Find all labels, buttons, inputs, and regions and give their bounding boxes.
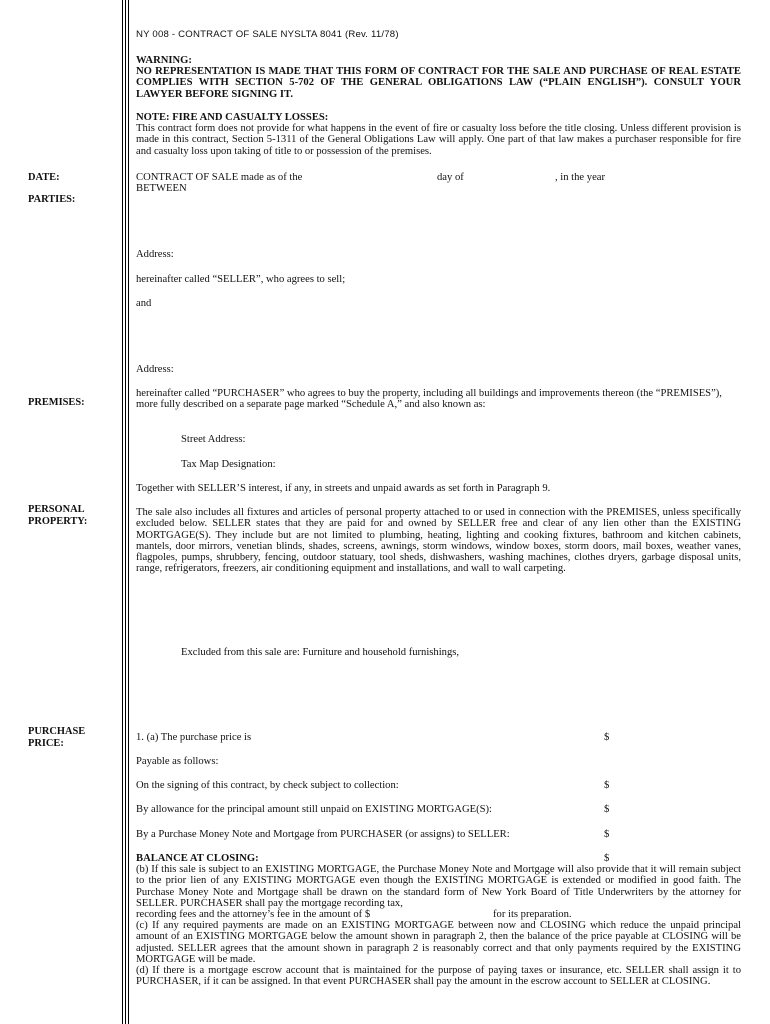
allowance-dollar: $: [604, 804, 610, 815]
warning-text: NO REPRESENTATION IS MADE THAT THIS FORM OF CONTRACT FOR THE SALE AND PURCHASE OF REAL ESTATE COMPLIES WITH SECTION 5-702 OF THE GENERAL OBLIGATIONS LAW (“PLAIN ENGLISH”). CONSULT YOUR LAWYER BEFORE SIGNING IT.: [136, 66, 741, 100]
paragraph-b-fee: recording fees and the attorney’s fee in the amount of $: [136, 909, 371, 920]
date-in-the-year: , in the year: [555, 172, 606, 183]
warning-title: WARNING:: [136, 55, 192, 66]
paragraph-c: (c) If any required payments are made on an EXISTING MORTGAGE between now and CLOSING which reduce the unpaid principal amount of an EXISTING MORTGAGE below the amount shown in paragraph 2, then the balance of the price payable at CLOSING will be adjusted. SELLER agrees that the amount shown in paragraph 2 is reasonably correct and that only payments required by the EXISTING MORTGAGE will be made.: [136, 920, 741, 965]
left-margin-rule-2: [125, 0, 126, 1024]
payable-label: Payable as follows:: [136, 756, 219, 767]
label-premises: PREMISES:: [28, 397, 85, 408]
label-parties: PARTIES:: [28, 194, 76, 205]
excluded-text: Excluded from this sale are: Furniture and household furnishings,: [181, 647, 460, 658]
pm-note-dollar: $: [604, 829, 610, 840]
note-title: NOTE: FIRE AND CASUALTY LOSSES:: [136, 112, 329, 123]
and-text: and: [136, 298, 152, 309]
seller-text: hereinafter called “SELLER”, who agrees to sell;: [136, 274, 346, 285]
seller-address-label: Address:: [136, 249, 174, 260]
tax-map-label: Tax Map Designation:: [181, 459, 276, 470]
paragraph-b: (b) If this sale is subject to an EXISTING MORTGAGE, the Purchase Money Note and Mortgage will also provide that it will remain subject to the prior lien of any EXISTING MORTGAGE even though the EXISTING MORTGAGE is extended or modified in good faith. The Purchase Money Note and Mortgage shall be drawn on the standard form of New York Board of Title Underwriters by the attorney for SELLER. PURCHASER shall pay the mortgage recording tax,: [136, 864, 741, 909]
purchaser-text: hereinafter called “PURCHASER” who agrees to buy the property, including all buildings and improvements thereon (the “PREMISES”), more fully described on a separate page marked “Schedule A,” and also known as:: [136, 388, 722, 411]
form-header: NY 008 - CONTRACT OF SALE NYSLTA 8041 (Rev. 11/78): [136, 29, 399, 40]
note-text: This contract form does not provide for what happens in the event of fire or casualty loss before the title closing. Unless different provision is made in this contract, Section 5-1311 of the General Obligations Law will apply. One part of that law makes a purchaser responsible for fire and casualty loss upon taking of title to or possession of the premises.: [136, 123, 741, 157]
allowance-label: By allowance for the principal amount still unpaid on EXISTING MORTGAGE(S):: [136, 804, 492, 815]
left-margin-rule-1: [122, 0, 123, 1024]
paragraph-b-fee-end: for its preparation.: [493, 909, 572, 920]
pm-note-label: By a Purchase Money Note and Mortgage from PURCHASER (or assigns) to SELLER:: [136, 829, 510, 840]
label-personal-property: PERSONAL PROPERTY:: [28, 504, 88, 527]
date-made-as-of: CONTRACT OF SALE made as of the: [136, 172, 303, 183]
personal-property-text: The sale also includes all fixtures and articles of personal property attached to or used in connection with the PREMISES, unless specifically excluded below. SELLER states that they are paid for and owned by SELLER free and clear of any lien other than the EXISTING MORTGAGE(S). They include but are not limited to plumbing, heating, lighting and cooking fixtures, bathroom and kitchen cabinets, mantels, door mirrors, venetian blinds, shades, screens, awnings, storm windows, window boxes, storm doors, mail boxes, weather vanes, flagpoles, pumps, shrubbery, fencing, outdoor statuary, tool sheds, dishwashers, washing machines, clothes dryers, garbage disposal units, range, refrigerators, freezers, air conditioning equipment and installations, and wall to wall carpeting.: [136, 507, 741, 575]
label-purchase-price: PURCHASE PRICE:: [28, 726, 86, 749]
price-dollar: $: [604, 732, 610, 743]
signing-label: On the signing of this contract, by check subject to collection:: [136, 780, 399, 791]
purchaser-address-label: Address:: [136, 364, 174, 375]
balance-label: BALANCE AT CLOSING:: [136, 853, 259, 864]
label-date: DATE:: [28, 172, 60, 183]
street-address-label: Street Address:: [181, 434, 246, 445]
date-day-of: day of: [437, 172, 464, 183]
left-margin-rule-3: [128, 0, 129, 1024]
paragraph-d: (d) If there is a mortgage escrow account that is maintained for the purpose of paying taxes or insurance, etc. SELLER shall assign it to PURCHASER, if it can be assigned. In that event PURCHASER shall pay the amount in the escrow account to SELLER at CLOSING.: [136, 965, 741, 988]
together-text: Together with SELLER’S interest, if any, in streets and unpaid awards as set forth in Paragraph 9.: [136, 483, 551, 494]
balance-dollar: $: [604, 853, 610, 864]
price-label: 1. (a) The purchase price is: [136, 732, 252, 743]
signing-dollar: $: [604, 780, 610, 791]
date-between: BETWEEN: [136, 183, 187, 194]
